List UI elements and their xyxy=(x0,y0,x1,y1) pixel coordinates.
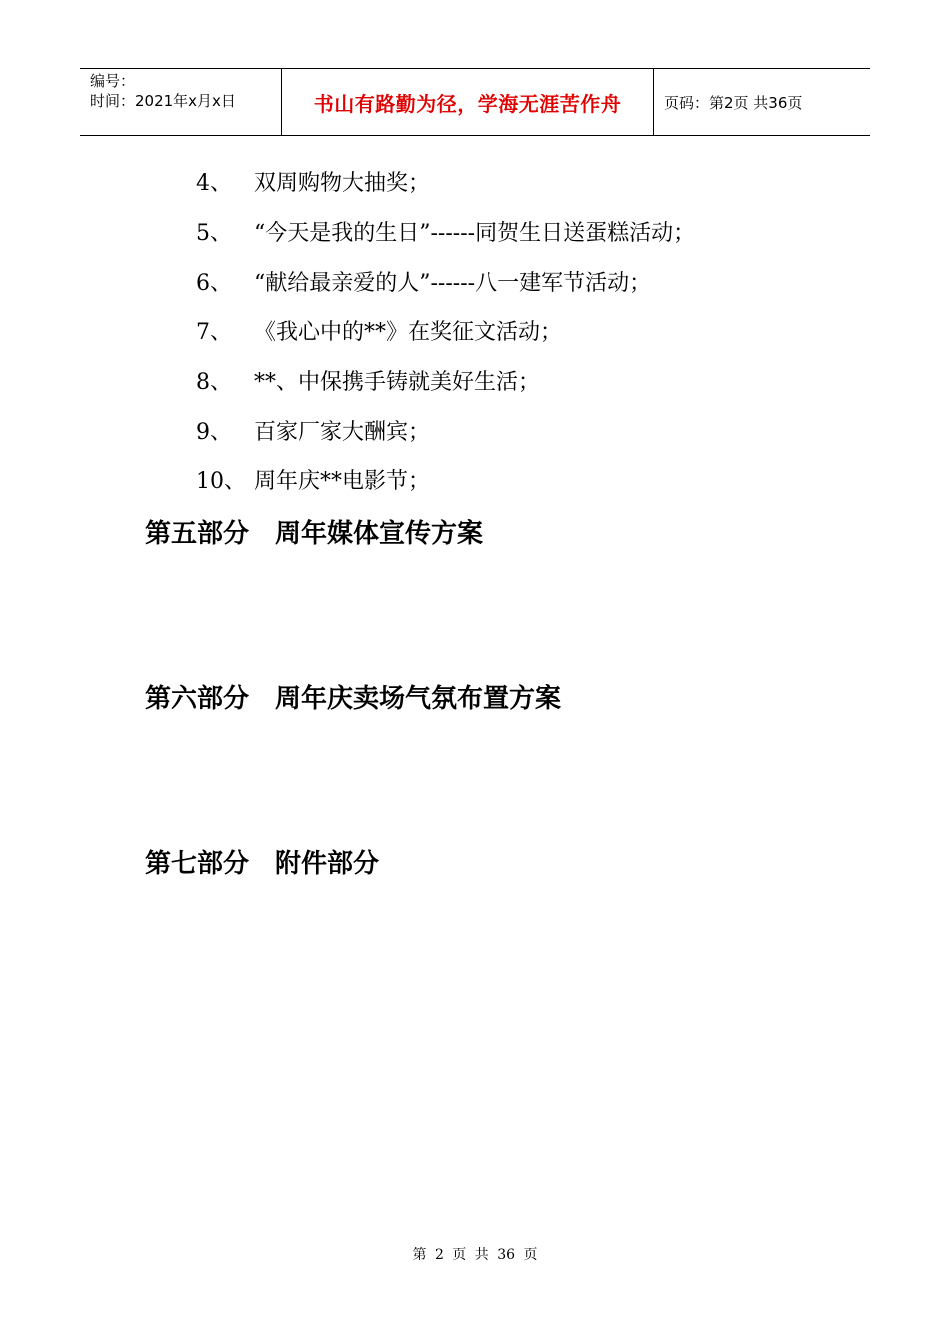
section-heading: 第七部分 附件部分 xyxy=(145,849,380,879)
list-item xyxy=(196,218,695,250)
page-footer: 第 2 页 共 36 页 xyxy=(412,1247,538,1263)
list-item xyxy=(196,317,562,349)
section-heading: 第六部分 周年庆卖场气氛布置方案 xyxy=(145,684,562,714)
list-item-number: 6、 xyxy=(196,271,232,296)
list-item-text: 周年庆**电影节； xyxy=(254,469,431,494)
list-item-text: 百家厂家大酬宾； xyxy=(254,420,431,445)
header-page-info: 页码：第2页 共36页 xyxy=(664,93,803,112)
list-item xyxy=(196,367,540,399)
list-item xyxy=(196,466,430,498)
page-header xyxy=(80,68,870,136)
list-item-number: 4、 xyxy=(196,171,232,196)
list-item-text: “献给最亲爱的人”------八一建军节活动； xyxy=(254,271,652,296)
section-heading: 第五部分 周年媒体宣传方案 xyxy=(145,519,484,549)
header-motto: 书山有路勤为径，学海无涯苦作舟 xyxy=(281,69,654,135)
list-item-number: 9、 xyxy=(196,420,232,445)
list-item-text: **、中保携手铸就美好生活； xyxy=(254,370,541,395)
list-item xyxy=(196,168,430,200)
header-meta xyxy=(80,69,281,135)
list-item-text: 《我心中的**》在奖征文活动； xyxy=(254,320,563,345)
list-item-text: “今天是我的生日”------同贺生日送蛋糕活动； xyxy=(254,221,696,246)
list-item xyxy=(196,268,651,300)
list-item-number: 7、 xyxy=(196,320,232,345)
list-item-number: 5、 xyxy=(196,221,232,246)
serial-label: 编号： xyxy=(90,72,136,90)
list-item-text: 双周购物大抽奖； xyxy=(254,171,431,196)
list-item xyxy=(196,417,430,449)
time-label: 时间：2021年x月x日 xyxy=(90,92,236,110)
list-item-number: 8、 xyxy=(196,370,232,395)
list-item-number: 10、 xyxy=(196,469,246,494)
